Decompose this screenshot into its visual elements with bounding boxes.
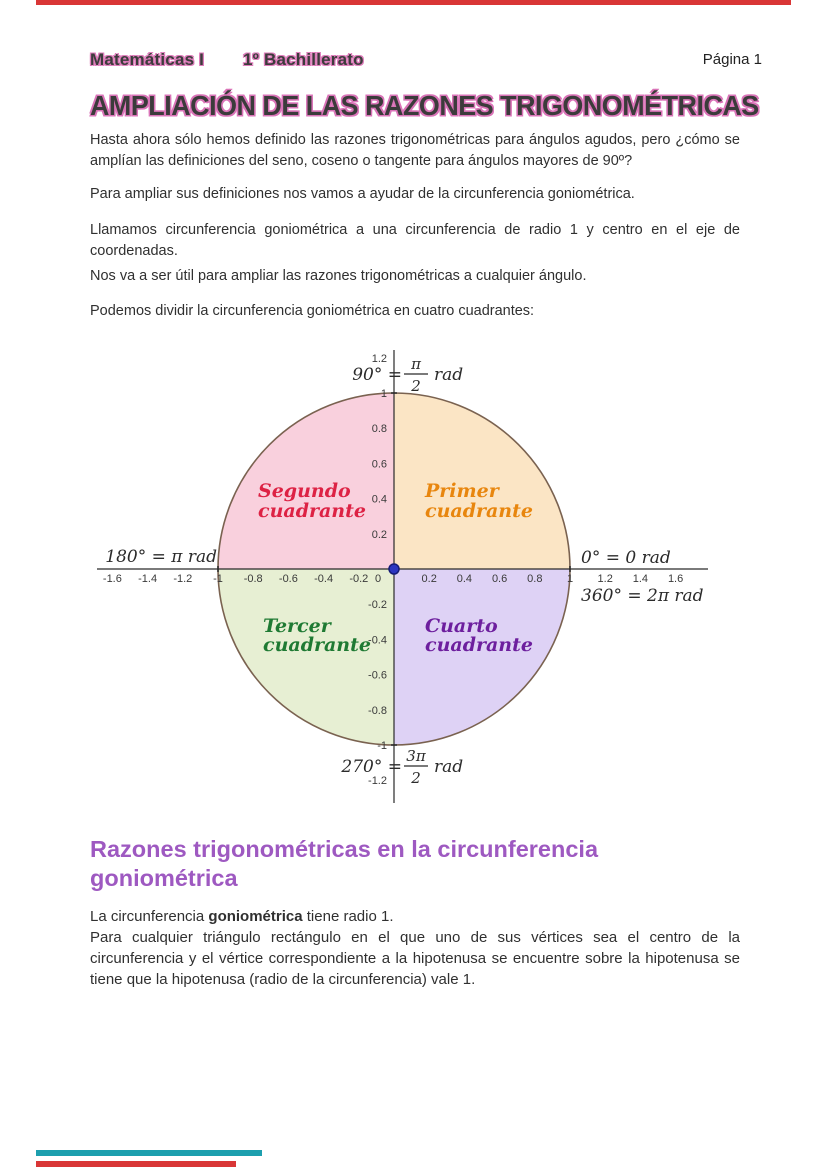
y-tick-label: 0.2: [371, 528, 387, 541]
angle-label-360: 360° = 2π rad: [581, 586, 704, 606]
y-tick-label: 0.8: [371, 423, 387, 436]
document-title: AMPLIACIÓN DE LAS RAZONES TRIGONOMÉTRICAS: [90, 90, 759, 121]
x-tick-label: -0.4: [314, 573, 334, 585]
quadrant-label-tercer: Tercer: [263, 615, 331, 637]
angle-label-270-deg: 270° =: [341, 757, 402, 777]
x-tick-label: 0: [374, 573, 382, 585]
x-tick-label: 1.2: [597, 573, 613, 585]
y-tick-label: -0.2: [368, 599, 387, 612]
y-tick-label: -0.8: [368, 704, 387, 717]
paragraph-triangle: Para cualquier triángulo rectángulo en el que uno de sus vértices sea el centro de la circunferencia y el vértice correspondiente a la hipotenusa se encuentre sobre la hipotenusa se tiene que la hipotenusa (radio de la circunferencia) vale 1.: [90, 929, 740, 988]
radius-text-post: tiene radio 1.: [302, 908, 394, 925]
bottom-teal-rule: [36, 1150, 262, 1156]
top-edge-rule: [36, 0, 791, 5]
page-number: Página 1: [702, 51, 762, 68]
origin-point: [389, 564, 399, 574]
paragraph-quadrants-lead: Podemos dividir la circunferencia goniométrica en cuatro cuadrantes:: [90, 303, 535, 319]
x-tick-label: -0.6: [278, 573, 298, 585]
quadrant-fill-tercer: [218, 569, 394, 745]
section-heading: Razones trigonométricas en la circunferencia goniométrica: [90, 836, 599, 891]
x-tick-label: 1: [566, 573, 574, 585]
x-tick-label: -1.6: [102, 573, 122, 585]
angle-label-270-numerator: 3π: [406, 747, 426, 765]
x-tick-label: 0.2: [421, 573, 437, 585]
x-tick-label: 0.6: [491, 573, 508, 585]
x-tick-label: -1: [213, 573, 223, 585]
quadrant-label-cuarto: Cuarto: [425, 615, 498, 637]
quadrant-label-segundo: Segundo: [258, 480, 351, 502]
x-tick-label: -1.2: [173, 573, 193, 585]
x-tick-label: -1.4: [138, 573, 158, 585]
x-tick-label: 1.4: [632, 573, 649, 585]
y-tick-label: 1.2: [371, 352, 387, 365]
radius-text-bold: goniométrica: [208, 908, 303, 925]
y-tick-label: -0.6: [368, 669, 387, 682]
angle-label-90-deg: 90° =: [352, 365, 402, 385]
paragraph-definition: Llamamos circunferencia goniométrica a una circunferencia de radio 1 y centro en el eje de coordenadas.: [90, 222, 740, 259]
angle-label-90-denominator: 2: [411, 377, 421, 395]
x-tick-label: -0.8: [243, 573, 263, 585]
quadrant-fill-cuarto: [394, 569, 570, 745]
goniometric-circle-diagram: [60, 340, 760, 818]
quadrant-label-cuarto: cuadrante: [425, 634, 533, 656]
y-tick-label: 1: [380, 388, 387, 400]
angle-label-90-numerator: π: [411, 355, 421, 373]
angle-label-180: 180° = π rad: [105, 547, 217, 567]
header-level: 1º Bachillerato: [243, 50, 364, 69]
y-tick-label: 0.6: [371, 458, 387, 471]
paragraph-help: Para ampliar sus definiciones nos vamos a ayudar de la circunferencia goniométrica.: [90, 186, 635, 202]
y-tick-label: -1.2: [368, 775, 387, 788]
angle-label-270-denominator: 2: [411, 769, 421, 787]
quadrant-label-tercer: cuadrante: [263, 634, 371, 656]
y-tick-label: -1: [377, 740, 387, 752]
paragraph-intro: Hasta ahora sólo hemos definido las razones trigonométricas para ángulos agudos, pero ¿cómo se amplían las definiciones del seno, coseno o tangente para ángulos mayores de 90º?: [90, 132, 740, 169]
radius-text-pre: La circunferencia: [90, 908, 209, 925]
angle-label-0: 0° = 0 rad: [581, 548, 671, 568]
x-tick-label: 0.4: [456, 573, 473, 585]
bottom-red-rule: [36, 1161, 236, 1167]
x-tick-label: -0.2: [349, 573, 369, 585]
angle-label-270-unit: rad: [434, 757, 464, 777]
paragraph-radius: [90, 906, 740, 927]
paragraph-useful: Nos va a ser útil para ampliar las razones trigonométricas a cualquier ángulo.: [90, 268, 587, 284]
quadrant-label-primer: Primer: [425, 480, 499, 502]
x-tick-label: 1.6: [667, 573, 684, 585]
header-course: Matemáticas I: [90, 50, 205, 69]
y-tick-label: 0.4: [371, 493, 387, 506]
angle-label-90-unit: rad: [434, 365, 464, 385]
x-tick-label: 0.8: [527, 573, 543, 585]
y-tick-label: -0.4: [368, 634, 387, 647]
quadrant-label-segundo: cuadrante: [258, 500, 366, 522]
quadrant-label-primer: cuadrante: [425, 500, 533, 522]
